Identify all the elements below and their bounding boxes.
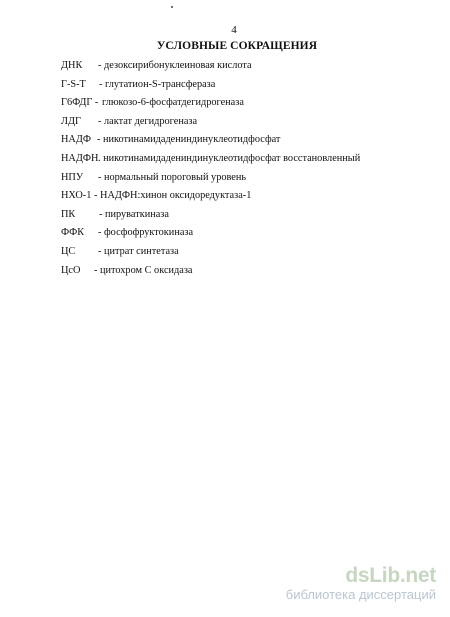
abbreviation-term: НПУ — [61, 171, 84, 183]
abbreviation-definition: - никотинамидадениндинуклеотидфосфат — [97, 134, 281, 146]
abbreviation-definition: - фосфофруктокиназа — [98, 227, 194, 239]
abbreviation-list — [61, 60, 421, 283]
abbreviation-row — [61, 79, 421, 98]
watermark-tagline: библиотека диссертаций — [285, 587, 436, 602]
abbreviation-definition: - НАДФН:хинон оксидоредуктаза-1 — [94, 190, 252, 202]
abbreviation-term: НХО-1 — [61, 190, 92, 202]
page-title: УСЛОВНЫЕ СОКРАЩЕНИЯ — [156, 40, 318, 52]
abbreviation-row — [61, 153, 421, 172]
abbreviation-definition: - лактат дегидрогеназа — [98, 115, 198, 127]
abbreviation-term: НАДФН — [61, 152, 99, 164]
abbreviation-term: Г-S-T — [61, 78, 86, 90]
abbreviation-definition: - дезоксирибонуклеиновая кислота — [98, 60, 252, 71]
abbreviation-row — [61, 246, 421, 265]
abbreviation-definition: - пируваткиназа — [99, 208, 169, 220]
abbreviation-row — [61, 60, 421, 79]
abbreviation-term: ЦсО — [61, 264, 81, 276]
abbreviation-definition: - цитохром С оксидаза — [94, 264, 193, 276]
abbreviation-row — [61, 227, 421, 246]
abbreviation-definition: - нормальный пороговый уровень — [98, 171, 247, 183]
abbreviation-row — [61, 97, 421, 116]
abbreviation-row — [61, 134, 421, 153]
abbreviation-row — [61, 190, 421, 209]
abbreviation-term: ЛДГ — [61, 115, 81, 127]
watermark — [286, 565, 436, 603]
scan-speck — [171, 6, 173, 8]
watermark-logo: dsLib.net — [345, 564, 436, 587]
abbreviation-term: ЦС — [61, 245, 76, 257]
abbreviation-row — [61, 172, 421, 191]
abbreviation-term: НАДФ — [61, 134, 92, 146]
abbreviation-row — [61, 209, 421, 228]
abbreviation-term: ПК — [61, 208, 76, 220]
abbreviation-term: ФФК — [61, 227, 85, 239]
abbreviation-row — [61, 265, 421, 284]
page-number: 4 — [231, 24, 237, 36]
abbreviation-term: ДНК — [61, 60, 83, 71]
abbreviation-definition: . никотинамидадениндинуклеотидфосфат восстановленный — [98, 152, 361, 164]
abbreviation-definition: глюкозо-6-фосфатдегидрогеназа — [102, 97, 244, 109]
abbreviation-row — [61, 116, 421, 135]
abbreviation-definition: - глутатион-S-трансфераза — [99, 78, 216, 90]
abbreviation-definition: - цитрат синтетаза — [98, 245, 179, 257]
abbreviation-term: Г6ФДГ - — [61, 97, 99, 109]
